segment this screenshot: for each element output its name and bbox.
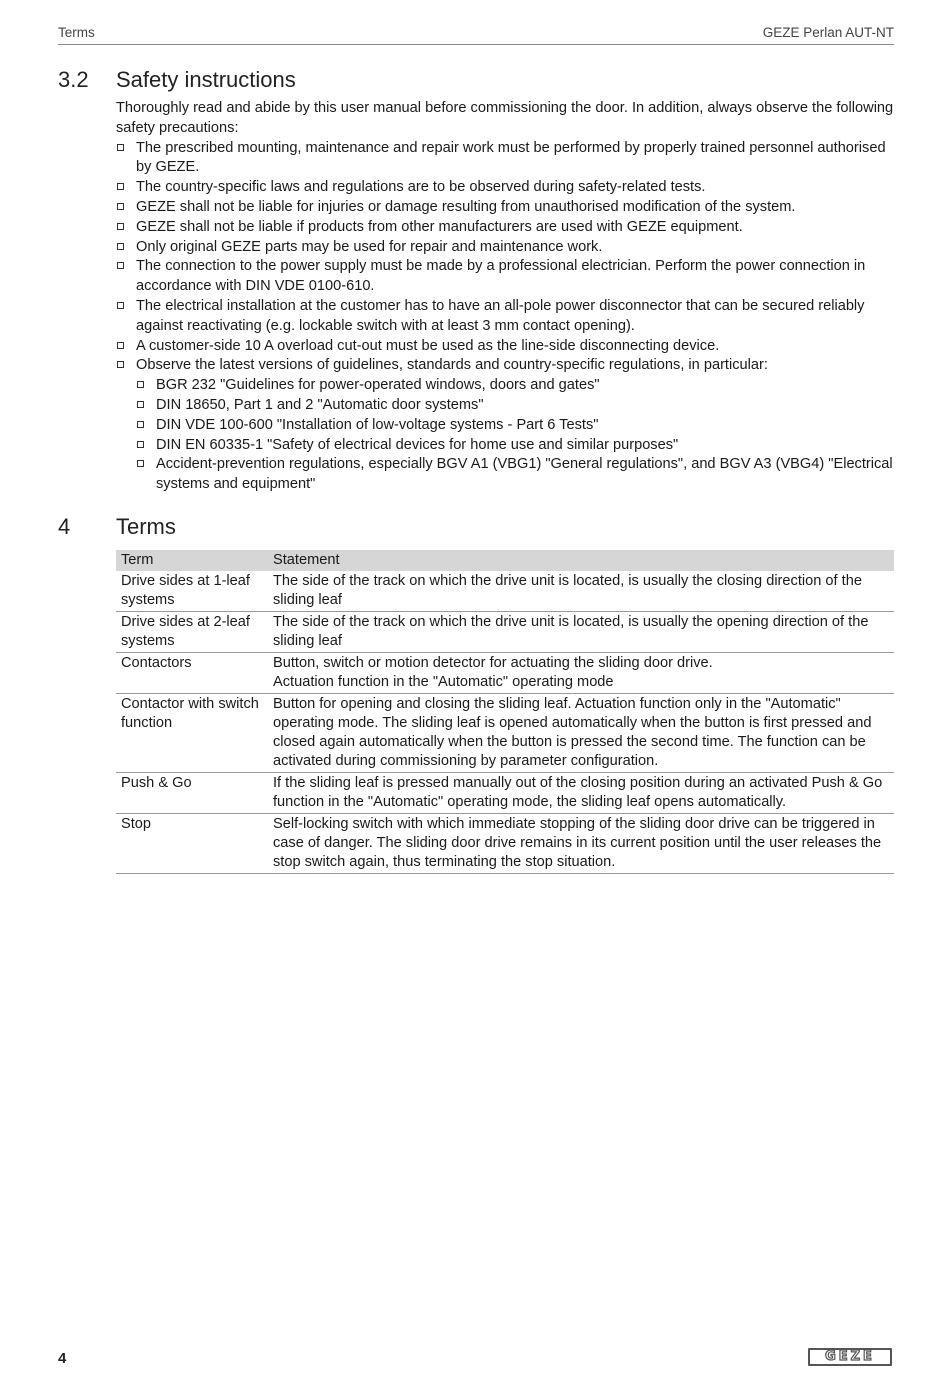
header-chapter: Terms [58,25,95,40]
bullet-square-icon [137,421,144,428]
intro-paragraph: Thoroughly read and abide by this user manual before commissioning the door. In addition, always observe the following safety precautions: [116,100,894,136]
bullet-square-icon [117,203,124,210]
table-row [116,814,894,874]
bullet-square-icon [117,144,124,151]
statement-cell: Self-locking switch with which immediate stopping of the sliding door drive can be triggered in case of danger. The sliding door drive remains in its current position until the user releases the stop switch again, thus terminating the stop situation. [268,814,894,874]
safety-bullet-list [116,139,894,495]
bullet-square-icon [137,401,144,408]
list-item: The connection to the power supply must be made by a professional electrician. Perform the power connection in accordance with DIN VDE 0100-610. [116,257,894,297]
term-cell: Drive sides at 2-leaf systems [116,612,268,653]
table-row [116,694,894,773]
header-product: GEZE Perlan AUT-NT [762,25,894,40]
list-item: The prescribed mounting, maintenance and repair work must be performed by properly trained personnel authorised by GEZE. [116,139,894,179]
terms-table [116,550,894,874]
list-item: GEZE shall not be liable for injuries or damage resulting from unauthorised modification of the system. [116,198,894,218]
safety-instructions-body [116,99,894,495]
statement-cell: If the sliding leaf is pressed manually out of the closing position during an activated Push & Go function in the "Automatic" operating mode, the sliding leaf opens automatically. [268,773,894,814]
section-number: 4 [58,514,71,539]
section-number: 3.2 [58,67,89,92]
bullet-square-icon [117,243,124,250]
statement-cell: Button, switch or motion detector for actuating the sliding door drive. Actuation function in the "Automatic" operating mode [268,653,894,694]
list-item: DIN VDE 100-600 "Installation of low-voltage systems - Part 6 Tests" [136,416,894,436]
statement-cell: Button for opening and closing the sliding leaf. Actuation function only in the "Automatic" operating mode. The sliding leaf is opened automatically when the button is first pressed and closed again automatically when the button is pressed the second time. The function can be activated during commissioning by parameter configuration. [268,694,894,773]
list-item: A customer-side 10 A overload cut-out must be used as the line-side disconnecting device. [116,337,894,357]
page-header [58,24,894,45]
regulations-sub-list [136,376,894,495]
table-row [116,773,894,814]
list-item: The country-specific laws and regulations are to be observed during safety-related tests. [116,178,894,198]
bullet-square-icon [117,183,124,190]
bullet-square-icon [117,361,124,368]
statement-cell: The side of the track on which the drive unit is located, is usually the opening direction of the sliding leaf [268,612,894,653]
page-number: 4 [58,1350,67,1367]
statement-cell: The side of the track on which the drive unit is located, is usually the closing direction of the sliding leaf [268,571,894,612]
column-header-term: Term [116,550,268,571]
bullet-square-icon [137,441,144,448]
bullet-square-icon [117,223,124,230]
bullet-square-icon [117,262,124,269]
list-item: Observe the latest versions of guidelines, standards and country-specific regulations, in particular: BGR 232 "Guidelines for power-operated windows, doors and gates" DIN 18650, Part 1 and 2 "Automatic door systems" DIN VDE 100-600 "Installation of low-voltage systems - Part 6 Tests" DIN EN 60335-1 "Safety of electrical devices for home use and similar purposes" Accident-prevention regulations, especially BGV A1 (VBG1) "General regulations", and BGV A3 (VBG4) "Electrical systems and equipment" [116,356,894,495]
bullet-square-icon [117,342,124,349]
list-item: The electrical installation at the customer has to have an all-pole power disconnector that can be secured reliably against reactivating (e.g. lockable switch with at least 3 mm contact opening). [116,297,894,337]
term-cell: Push & Go [116,773,268,814]
bullet-square-icon [137,381,144,388]
term-cell: Contactors [116,653,268,694]
bullet-square-icon [137,460,144,467]
list-item: Only original GEZE parts may be used for repair and maintenance work. [116,238,894,258]
list-item: DIN EN 60335-1 "Safety of electrical devices for home use and similar purposes" [136,436,894,456]
list-item: DIN 18650, Part 1 and 2 "Automatic door systems" [136,396,894,416]
list-item: Accident-prevention regulations, especially BGV A1 (VBG1) "General regulations", and BGV A3 (VBG4) "Electrical systems and equipment" [136,455,894,495]
table-row [116,571,894,612]
table-header-row [116,550,894,571]
list-item: BGR 232 "Guidelines for power-operated windows, doors and gates" [136,376,894,396]
column-header-statement: Statement [268,550,894,571]
term-cell: Stop [116,814,268,874]
term-cell: Contactor with switch function [116,694,268,773]
table-row [116,612,894,653]
bullet-square-icon [117,302,124,309]
geze-logo: GEZE [808,1348,892,1366]
term-cell: Drive sides at 1-leaf systems [116,571,268,612]
section-title: Terms [116,514,176,539]
table-row [116,653,894,694]
section-title: Safety instructions [116,67,296,92]
list-item: GEZE shall not be liable if products from other manufacturers are used with GEZE equipment. [116,218,894,238]
